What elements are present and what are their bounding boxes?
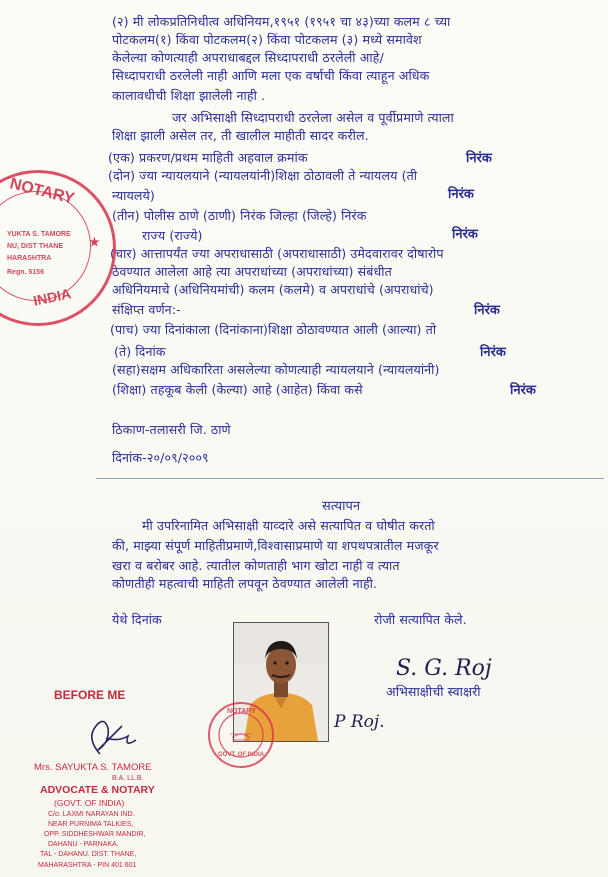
item-line: (सहा)सक्षम अधिकारिता असलेल्या कोणत्याही न्यायलयाने (न्यायलयांनी)	[112, 362, 440, 377]
verification-line: की, माझ्या संपूर्ण माहितीप्रमाणे,विश्वासाप्रमाणे या शपथपत्रातील मजकूर	[112, 538, 439, 553]
item-line: (चार) आत्तापर्यंत ज्या अपराधासाठी (अपराधासाठी) उमेदवारावर दोषारोप	[110, 246, 444, 261]
verification-line: कोणतीही महत्वाची माहिती लपवून ठेवण्यात आलेली नाही.	[112, 576, 378, 591]
nirank-value: निरंक	[480, 345, 506, 360]
verification-line: मी उपरिनामित अभिसाक्षी याव्दारे असे सत्यापित व घोषीत करतो	[142, 518, 435, 533]
star-icon: ★	[89, 235, 100, 249]
notary-govt: (GOVT. OF INDIA)	[54, 798, 125, 808]
notary-seal-reg: Regn. 5156	[7, 269, 44, 276]
notary-seal	[0, 170, 116, 326]
notary-address-line: MAHARASHTRA - PIN 401 601	[38, 862, 137, 869]
item-line: ठेवण्यात आलेला आहे त्या अपराधांच्या (अपराधांच्या) संबंधीत	[112, 264, 392, 279]
notary-address-line: NEAR PURNIMA TALKIES,	[48, 821, 134, 828]
item-line: (पाच) ज्या दिनांकाला (दिनांकाना)शिक्षा ठोठावण्यात आली (आल्या) तो	[110, 322, 437, 337]
nirank-value: निरंक	[510, 383, 536, 398]
nirank-value: निरंक	[466, 151, 492, 166]
notary-seal-state: HARASHTRA	[7, 255, 52, 262]
body-line: (२) मी लोकप्रतिनिधीत्व अधिनियम,१९५१ (१९५१ चा ४३)च्या कलम ८ च्या	[112, 14, 451, 29]
notary-seal-bottom: INDIA	[31, 285, 73, 309]
notary-address-line: C/o. LAXMI NARAYAN IND.	[48, 811, 135, 818]
signature-label: अभिसाक्षीची स्वाक्षरी	[386, 684, 481, 699]
notary-address-line: TAL - DAHANU. DIST. THANE,	[40, 851, 137, 858]
verification-title: सत्यापन	[322, 499, 361, 514]
before-me-label: BEFORE ME	[54, 688, 126, 702]
place-line: ठिकाण-तलासरी जि. ठाणे	[112, 422, 231, 437]
item-line: अधिनियमाचे (अधिनियमांची) कलम (कलमे) व अपराधांचे (अपराधांचे)	[112, 282, 434, 297]
notary-signature	[78, 708, 142, 762]
small-seal-bottom: GOVT. OF INDIA	[218, 752, 265, 758]
verified-on-label: रोजी सत्यापित केले.	[374, 612, 467, 627]
item-line: संक्षिप्त वर्णन:-	[112, 302, 181, 317]
small-seal-top: NOTARY	[227, 708, 256, 715]
notary-title: ADVOCATE & NOTARY	[40, 784, 155, 796]
item-line: (ते) दिनांक	[114, 344, 166, 359]
item-line: (एक) प्रकरण/प्रथम माहिती अहवाल क्रमांक	[108, 150, 308, 165]
notary-name: Mrs. SAYUKTA S. TAMORE	[34, 762, 152, 773]
body-line: सिध्दापराधी ठरलेली नाही आणि मला एक वर्षाची किंवा त्याहून अधिक	[112, 68, 430, 83]
nirank-value: निरंक	[452, 227, 478, 242]
nirank-value: निरंक	[474, 303, 500, 318]
date-line: दिनांक-२०/०९/२००९	[112, 450, 209, 465]
body-line: शिक्षा झाली असेल तर, ती खालील माहीती सादर करील.	[112, 128, 369, 143]
notary-seal-top: NOTARY	[8, 175, 76, 208]
body-line: केलेल्या कोणत्याही अपराधाबद्दल सिध्दापराधी ठरलेली आहे/	[112, 50, 384, 65]
notary-address-line: DAHANU - PARNAKA,	[48, 841, 119, 848]
applicant-signature-2: P Roj.	[334, 712, 385, 732]
item-line: राज्य (राज्ये)	[142, 228, 203, 243]
body-line: कालावधीची शिक्षा झालेली नाही .	[112, 88, 266, 103]
nirank-value: निरंक	[448, 187, 474, 202]
small-notary-seal	[208, 702, 274, 768]
applicant-signature: S. G. Roj	[396, 656, 492, 681]
notary-degree: B.A. LL.B.	[112, 775, 144, 782]
section-divider	[96, 478, 604, 479]
body-line: पोटकलम(१) किंवा पोटकलम(२) किंवा पोटकलम (३) मध्ये समावेश	[112, 32, 422, 47]
notary-address-line: OPP. SIDDHESHWAR MANDIR,	[44, 831, 146, 838]
verification-line: खरा व बरोबर आहे. त्यातील कोणताही भाग खोटा नाही व त्यात	[112, 558, 400, 573]
verified-at-label: येथे दिनांक	[112, 612, 162, 627]
body-line: जर अभिसाक्षी सिध्दापराधी ठरलेला असेल व पूर्वीप्रमाणे त्याला	[172, 110, 454, 125]
item-line: (दोन) ज्या न्यायलयाने (न्यायलयांनी)शिक्षा ठोठावली ते न्यायलय (ती	[108, 168, 418, 183]
item-line: (शिक्षा) तहकूब केली (केल्या) आहे (आहेत) किंवा कसे	[112, 382, 363, 397]
item-line: न्यायलये)	[112, 188, 155, 203]
item-line: (तीन) पोलीस ठाणे (ठाणी) निरंक जिल्हा (जिल्हे) निरंक	[112, 208, 367, 223]
notary-seal-name: YUKTA S. TAMORE	[7, 231, 71, 238]
notary-seal-dist: NU, DIST THANE	[7, 243, 63, 250]
